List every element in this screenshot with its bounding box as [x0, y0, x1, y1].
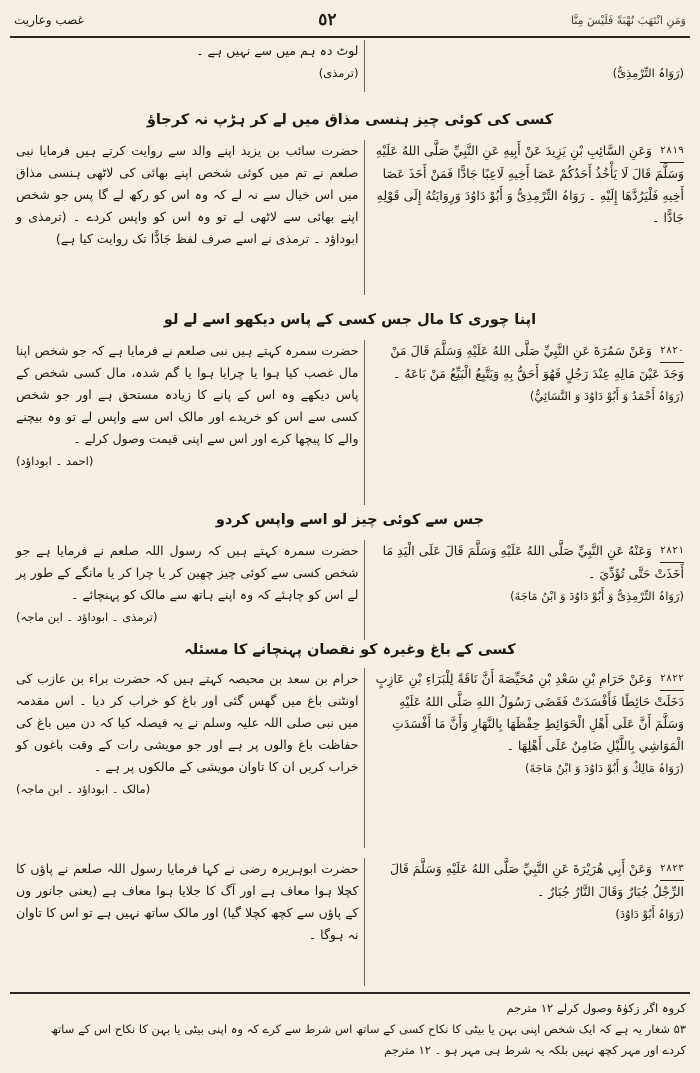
footnote-line: کردے اور مہر کچھ نہیں بلکہ یہ شرط ہی مہر ہو ۔ ۱۲ مترجم: [384, 1043, 686, 1057]
hadith-arabic-source: (رَوَاہُ أَبُوْ دَاوُدَ): [615, 907, 685, 921]
footnote-line: ۵۳ شغار یہ ہے کہ ایک شخص اپنی بہن یا بیٹی کا نکاح کسی کے ساتھ اس شرط سے کرے کہ وہ اپنی بیٹی یا بہن کا نکاح اس کے ساتھ: [50, 1022, 686, 1036]
footnotes: [14, 998, 686, 1061]
hadith-urdu: حضرت ابوہریرہ رضی نے کہا فرمایا رسول اللہ صلعم نے پاؤں کا کچلا ہوا معاف ہے اور آگ کا جلایا ہوا معاف ہے (یعنی جانور وں کے پاؤں سے کچھ کچلا گیا) اور مالک ساتھ نہیں ہے تو اس کا تاوان نہ ہوگا ۔: [16, 861, 359, 942]
hadith-arabic-source: (رَوَاہُ مَالِكٌ وَ أَبُوْ دَاوُدَ وَ ابْنُ مَاجَةَ): [525, 761, 685, 775]
hadith-arabic-text: وَعَنِ السَّائِبِ بْنِ يَزِيدَ عَنْ أَبِيهِ عَنِ النَّبِيِّ صَلَّى اللهُ عَلَيْهِ وَسَلَّمَ قَالَ لَا يَأْخُذُ أَحَدُكُمْ عَصَا أَخِيهِ لَاعِبًا جَادًّا فَمَنْ أَخَذَ عَصَا أَخِيهِ فَلْيَرُدَّهَا إِلَيْهِ ۔ رَوَاہُ التِّرْمِذِیُّ وَ أَبُوْ دَاوُدَ وَرِوَايَتُهُ إِلَى قَوْلِهِ جَادًّا ۔: [375, 143, 685, 225]
section-heading: جس سے کوئی چیز لو اسے واپس کردو: [215, 512, 485, 528]
hadith-row: [10, 540, 690, 640]
intro-row: [10, 40, 690, 92]
hadith-urdu-source: (ترمذی ۔ ابوداؤد ۔ ابن ماجہ): [16, 610, 158, 624]
hadith-urdu: [10, 668, 364, 848]
hadith-arabic: [365, 540, 690, 640]
hadith-urdu-text: حضرت سمرہ کہتے ہیں کہ رسول اللہ صلعم نے فرمایا ہے جو شخص کسی سے کوئی چیز چھین کر یا چرا کر یا مانگے کے طور پر لے اس کو چاہئے کہ وہ اپنے ہاتھ سے مالک کو پہنچائے ۔: [16, 543, 359, 602]
hadith-arabic-text: وَعَنْ أَبِي هُرَيْرَةَ عَنِ النَّبِيِّ صَلَّى اللهُ عَلَيْهِ وَسَلَّمَ قَالَ الرِّجْلُ جُبَارٌ وَقَالَ النَّارُ جُبَارٌ ۔: [389, 861, 685, 899]
hadith-arabic: [365, 140, 690, 295]
intro-arabic: [365, 40, 690, 92]
hadith-arabic-source: (رَوَاہُ أَحْمَدُ وَ أَبُوْ دَاوُدَ وَ النَّسَائِيُّ): [529, 389, 685, 403]
hadith-arabic: [365, 340, 690, 505]
hadith-number: ۲۸۲۰: [660, 340, 684, 363]
footnote-line: کروہ اگر زکوٰۃ وصول کرلے ۱۲ مترجم: [506, 1001, 686, 1015]
intro-urdu-text: لوٹ دہ ہم میں سے نہیں ہے ۔: [196, 43, 359, 58]
hadith-urdu: حضرت سائب بن یزید اپنے والد سے روایت کرتے ہیں فرمایا نبی صلعم نے تم میں کوئی شخص اپنے بھائی کی لاٹھی ہنسی مذاق میں اس خیال سے نہ لے کہ وہ اس کو رکھ لے گا پس جو شخص اپنے بھائی سے لاٹھی لے تو وہ اس کو واپس کردے ۔ (ترمذی و ابوداؤد ۔ ترمذی نے اسے صرف لفظ جَادًّا تک روایت کیا ہے): [16, 143, 359, 246]
hadith-urdu-text: حرام بن سعد بن محیصہ کہتے ہیں کہ حضرت براء بن عازب کی اونٹنی باغ میں گھس گئی اور باغ کو خراب کر دیا ۔ اس مقدمہ میں نبی صلی اللہ علیہ وسلم نے یہ فیصلہ کیا کہ دن میں باغ کی حفاظت باغ والوں پر ہے اور جو مویشی رات کے وقت باغوں کو خراب کریں ان کا تاوان مویشی کے مالکوں پر ہے ۔: [16, 671, 359, 774]
hadith-row: [10, 340, 690, 505]
intro-arabic-source: (رَوَاہُ التِّرْمِذِیُّ): [612, 66, 685, 80]
hadith-urdu-source: (مالک ۔ ابوداؤد ۔ ابن ماجہ): [16, 782, 151, 796]
header-rule: [10, 36, 690, 38]
hadith-row: [10, 668, 690, 848]
chapter-title: غصب وعاریت: [14, 13, 84, 27]
intro-urdu: [10, 40, 364, 92]
hadith-number: ۲۸۱۹: [660, 140, 684, 163]
hadith-row: [10, 858, 690, 986]
hadith-urdu: [10, 340, 364, 505]
section-heading: کسی کے باغ وغیرہ کو نقصان پہنچانے کا مسئلہ: [184, 642, 516, 658]
hadith-urdu: [10, 540, 364, 640]
hadith-row: [10, 140, 690, 295]
hadith-arabic-text: وَعَنْهُ عَنِ النَّبِيِّ صَلَّى اللهُ عَلَيْهِ وَسَلَّمَ قَالَ عَلَى الْيَدِ مَا أَخَذَتْ حَتَّى تُؤَدِّيَ ۔: [382, 543, 685, 581]
section-heading: اپنا چوری کا مال جس کسی کے پاس دیکھو اسے لے لو: [163, 312, 537, 328]
hadith-number: ۲۸۲۱: [660, 540, 684, 563]
hadith-arabic-text: وَعَنْ حَرَامِ بْنِ سَعْدِ بْنِ مُحَيِّصَةَ أَنَّ نَاقَةً لِلْبَرَاءِ بْنِ عَازِبٍ دَخَلَتْ حَائِطًا فَأَفْسَدَتْ فَقَضَى رَسُولُ اللهِ صَلَّى اللهُ عَلَيْهِ وَسَلَّمَ أَنَّ عَلَى أَهْلِ الْحَوَائِطِ حِفْظَهَا بِالنَّهَارِ وَأَنَّ مَا أَفْسَدَتِ الْمَوَاشِي بِاللَّيْلِ ضَامِنٌ عَلَى أَهْلِهَا ۔: [375, 671, 685, 753]
hadith-urdu-source: (احمد ۔ ابوداؤد): [16, 454, 94, 468]
page-header: [14, 6, 686, 34]
hadith-arabic: [365, 858, 690, 986]
hadith-number: ۲۸۲۳: [660, 858, 684, 881]
hadith-number: ۲۸۲۲: [660, 668, 684, 691]
hadith-arabic: [365, 668, 690, 848]
header-arabic-fragment: وَمَنِ انْتَهَبَ نُهْبَةً فَلَيْسَ مِنَّا: [570, 13, 686, 27]
hadith-arabic-text: وَعَنْ سَمُرَةَ عَنِ النَّبِيِّ صَلَّى اللهُ عَلَيْهِ وَسَلَّمَ قَالَ مَنْ وَجَدَ عَيْنَ مَالِهِ عِنْدَ رَجُلٍ فَهُوَ أَحَقُّ بِهِ وَيَتَّبِعُ الْبَيِّعُ مَنْ بَاعَهُ ۔: [390, 343, 685, 381]
page-number: ٥٢: [318, 10, 337, 30]
hadith-arabic-source: (رَوَاہُ التِّرْمِذِیُّ وَ أَبُوْ دَاوُدَ وَ ابْنُ مَاجَةَ): [510, 589, 685, 603]
intro-urdu-source: (ترمذی): [318, 66, 359, 80]
footnote-rule: [10, 992, 690, 994]
hadith-urdu-text: حضرت سمرہ کہتے ہیں نبی صلعم نے فرمایا ہے کہ جو شخص اپنا مال غصب کیا ہوا یا چرایا ہوا یا گم شدہ، مال کسی شخص کے پاس دیکھے وہ اس کے پانے کا زیادہ مستحق ہے اور جو شخص کسی سے اس کو خریدے اور مالک اس سے واپس لے تو وہ بیچنے والے کا پیچھا کرے اور اس سے اپنی قیمت وصول کرلے ۔: [16, 343, 359, 446]
section-heading: کسی کی کوئی چیز ہنسی مذاق میں لے کر ہڑپ نہ کرجاؤ: [146, 112, 554, 128]
